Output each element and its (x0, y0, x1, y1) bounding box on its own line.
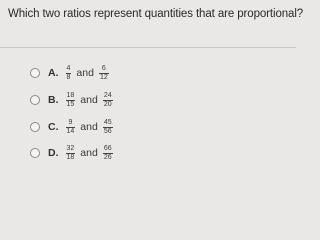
denominator: 12 (99, 73, 108, 81)
choice-d[interactable] (30, 142, 115, 164)
and-text: and (76, 67, 94, 79)
choice-c[interactable] (30, 116, 115, 138)
choice-letter: D. (48, 147, 59, 159)
denominator: 14 (66, 127, 75, 135)
fraction-2 (103, 145, 113, 162)
numerator: 32 (66, 144, 75, 152)
choice-b[interactable] (30, 89, 115, 111)
denominator: 8 (66, 73, 71, 81)
numerator: 45 (103, 118, 112, 126)
question-text: Which two ratios represent quantities that are proportional? (8, 8, 304, 20)
choice-letter: C. (48, 121, 59, 133)
and-text: and (80, 121, 98, 133)
and-text: and (80, 94, 98, 106)
radio-button-c[interactable] (30, 122, 40, 132)
choice-letter: B. (48, 94, 59, 106)
numerator: 9 (68, 118, 73, 126)
denominator: 15 (66, 100, 75, 108)
and-text: and (80, 147, 98, 159)
numerator: 18 (66, 91, 75, 99)
radio-button-b[interactable] (30, 95, 40, 105)
radio-button-a[interactable] (30, 68, 40, 78)
fraction-1 (66, 65, 72, 82)
denominator: 20 (103, 100, 112, 108)
divider (0, 47, 296, 48)
choice-a[interactable] (30, 62, 111, 84)
denominator: 56 (103, 127, 112, 135)
fraction-1 (66, 145, 76, 162)
choice-letter: A. (48, 67, 59, 79)
fraction-2 (99, 65, 109, 82)
fraction-1 (66, 119, 76, 136)
radio-button-d[interactable] (30, 148, 40, 158)
numerator: 24 (103, 91, 112, 99)
denominator: 18 (66, 153, 75, 161)
numerator: 66 (103, 144, 112, 152)
fraction-2 (103, 92, 113, 109)
numerator: 4 (66, 64, 71, 72)
denominator: 26 (103, 153, 112, 161)
numerator: 6 (101, 64, 106, 72)
fraction-2 (103, 119, 113, 136)
fraction-1 (66, 92, 76, 109)
